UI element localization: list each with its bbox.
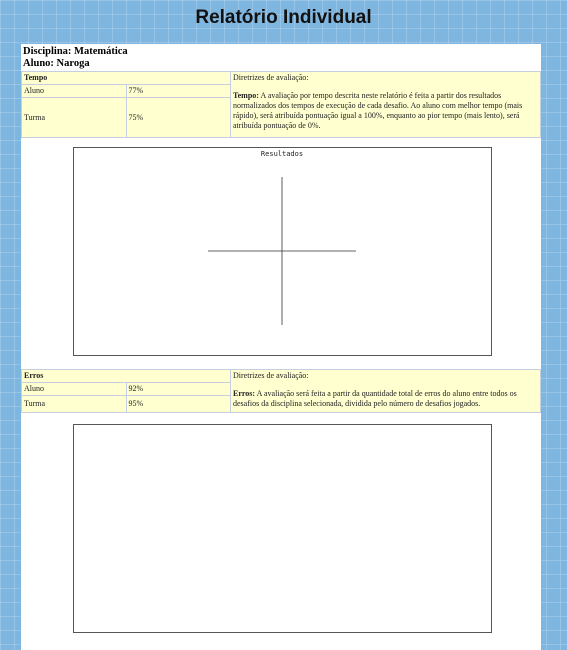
report-header: [23, 46, 535, 72]
tempo-title: Tempo: [22, 72, 231, 85]
report-panel: [21, 44, 541, 650]
page-title: Relatório Individual: [195, 7, 372, 28]
erros-title: Erros: [22, 370, 231, 383]
erros-guidelines-heading: Diretrizes de avaliação:: [233, 371, 309, 380]
erros-aluno-value: 92%: [126, 383, 231, 396]
erros-radar-chart: [73, 424, 492, 633]
discipline-label: Disciplina: Matemática: [23, 46, 128, 57]
erros-radar-svg: [74, 425, 491, 632]
erros-guidelines: [231, 370, 541, 413]
tempo-turma-value: 75%: [126, 98, 231, 138]
tempo-turma-label: Turma: [22, 98, 127, 138]
chart-title: Resultados: [260, 150, 304, 158]
tempo-guidelines: [231, 72, 541, 138]
erros-turma-value: 95%: [126, 396, 231, 413]
tempo-guidelines-heading: Diretrizes de avaliação:: [233, 73, 309, 82]
tempo-table: [21, 71, 541, 138]
tempo-aluno-label: Aluno: [22, 85, 127, 98]
tempo-guidelines-text: Tempo: A avaliação por tempo descrita neste relatório é feita a partir dos resultados normalizados dos tempos de execução de cada desafio. Ao aluno com melhor tempo (mais rápido), será atribuída pontuação igual a 100%, enquanto ao pior tempo (mais lento), será atribuída pontuação de 0%.: [233, 91, 523, 130]
erros-guidelines-text: Erros: A avaliação será feita a partir da quantidade total de erros do aluno entre todos os desafios da disciplina selecionada, dividida pelo número de desafios jogados.: [233, 389, 517, 408]
erros-turma-label: Turma: [22, 396, 127, 413]
student-label: Aluno: Naroga: [23, 58, 90, 69]
erros-aluno-label: Aluno: [22, 383, 127, 396]
tempo-aluno-value: 77%: [126, 85, 231, 98]
tempo-radar-chart: [73, 147, 492, 356]
erros-table: [21, 369, 541, 413]
tempo-radar-svg: [74, 148, 491, 355]
